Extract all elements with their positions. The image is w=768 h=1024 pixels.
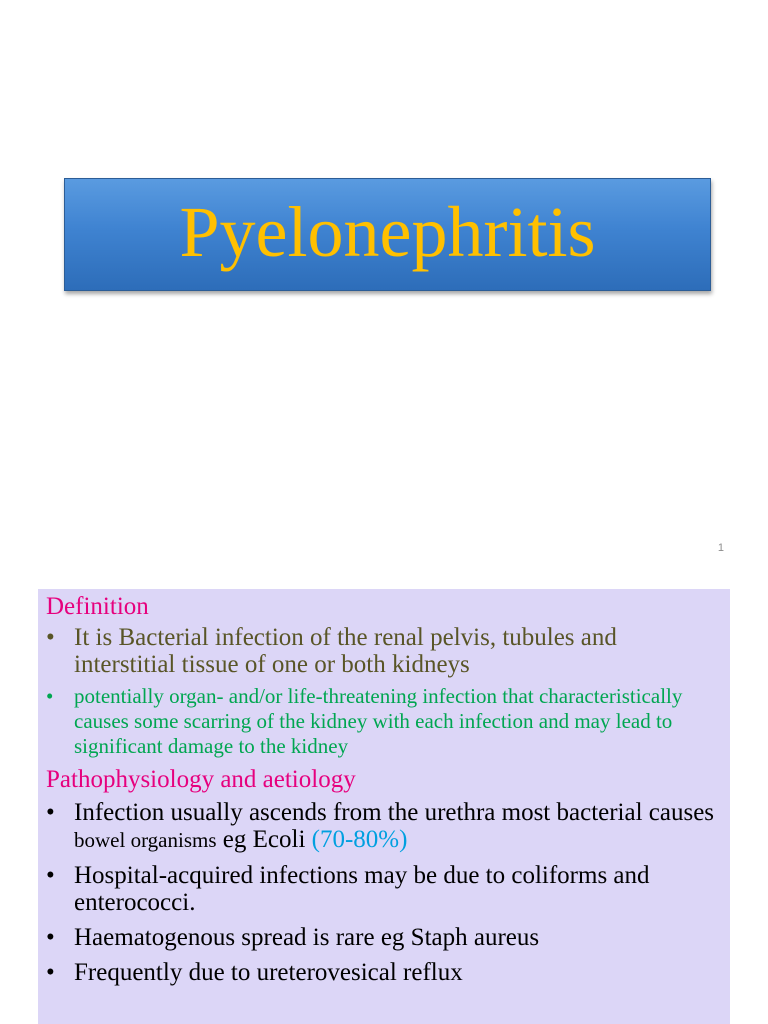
patho-text-1b: bowel organisms [74, 828, 217, 852]
definition-heading: Definition [46, 593, 149, 620]
bullet-icon: • [46, 799, 55, 826]
slide-title: Pyelonephritis [179, 191, 596, 272]
pathophysiology-heading: Pathophysiology and aetiology [46, 766, 356, 793]
patho-percentage: (70-80%) [311, 826, 408, 853]
patho-text-1c: eg Ecoli [216, 826, 312, 853]
title-banner [64, 178, 711, 291]
definition-text: It is Bacterial infection of the renal pelvis, tubules and interstitial tissue of one or both kidneys [74, 624, 617, 678]
definition-list [46, 624, 722, 759]
list-item [46, 799, 722, 854]
bullet-icon: • [46, 924, 55, 951]
slide-number: 1 [717, 542, 724, 554]
slide-2-content [46, 592, 722, 986]
patho-text-1a: Infection usually ascends from the urethra most bacterial causes [74, 799, 715, 826]
list-item [46, 862, 722, 916]
list-item [46, 924, 722, 951]
patho-text-3: Haematogenous spread is rare eg Staph aureus [74, 924, 540, 951]
bullet-icon: • [46, 862, 55, 889]
list-item [46, 684, 722, 759]
bullet-icon: • [46, 624, 55, 651]
list-item [46, 624, 722, 678]
definition-detail-text: potentially organ- and/or life-threatening infection that characteristically causes some scarring of the kidney with each infection and may lead to significant damage to the kidney [74, 684, 683, 758]
bullet-icon: • [46, 959, 55, 986]
pathophysiology-list [46, 799, 722, 986]
slide-2 [38, 589, 730, 1024]
patho-text-2: Hospital-acquired infections may be due to coliforms and enterococci. [74, 862, 650, 916]
list-item [46, 959, 722, 986]
patho-text-4: Frequently due to ureterovesical reflux [74, 959, 463, 986]
bullet-icon: • [46, 684, 54, 708]
